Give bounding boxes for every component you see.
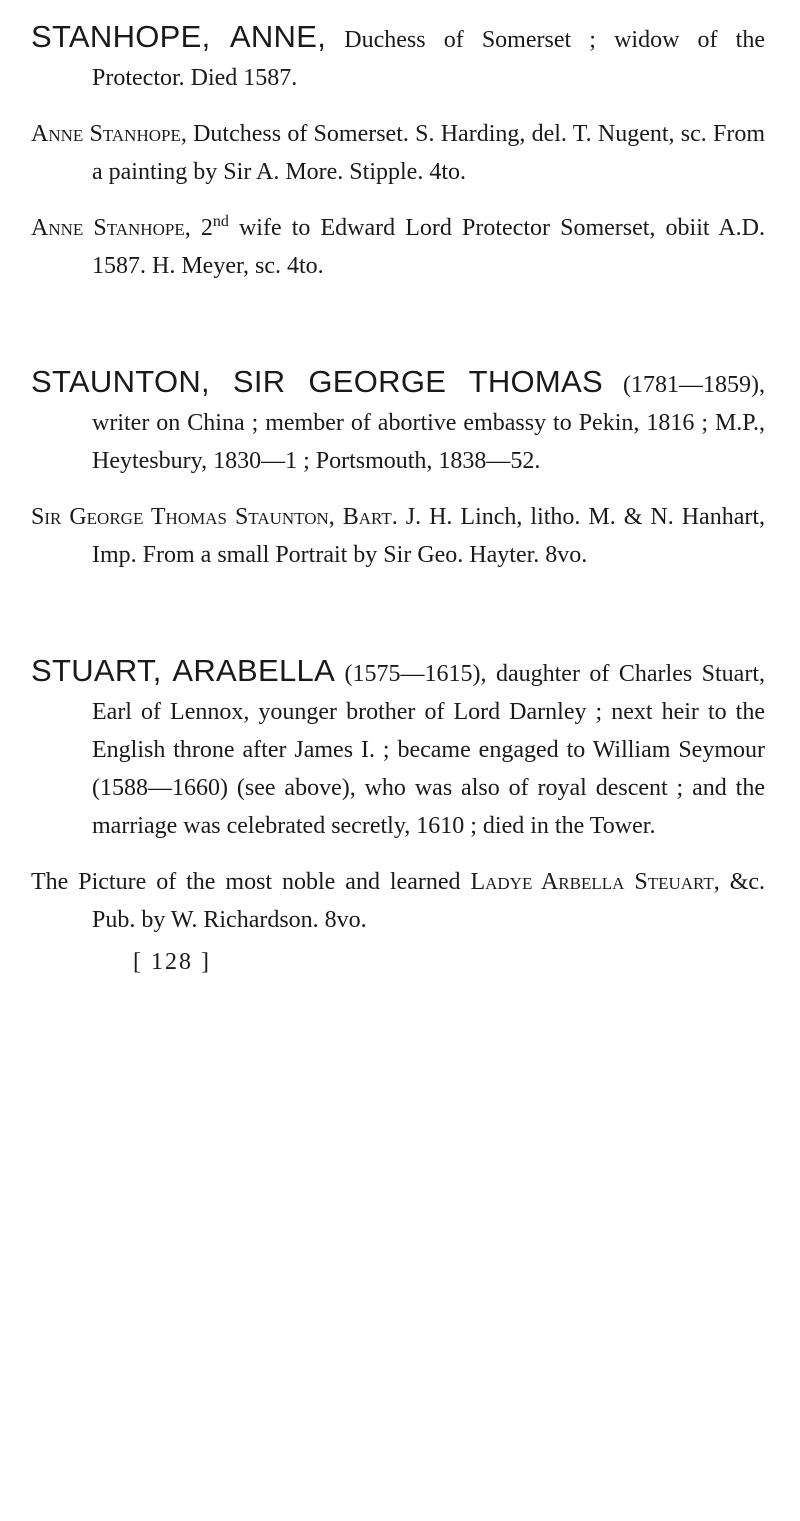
catalogue-page xyxy=(31,18,765,977)
portrait-lead: The Picture of the most noble and learned xyxy=(31,869,461,895)
entry-name: STANHOPE, ANNE, xyxy=(31,19,327,54)
page-number: [ 128 ] xyxy=(133,949,211,975)
portrait-listing xyxy=(31,209,765,285)
portrait-listing xyxy=(31,115,765,191)
ordinal-suffix: nd xyxy=(212,213,229,230)
entry-heading xyxy=(31,18,765,97)
entry-name: STAUNTON, SIR GEORGE THOMAS xyxy=(31,364,604,399)
entry-heading xyxy=(31,652,765,845)
portrait-sitter: Anne Stanhope, xyxy=(31,121,187,147)
portrait-details: J. H. Linch, litho. M. & N. Hanhart, Imp. From a small Portrait by Sir Geo. Hayter. 8vo. xyxy=(92,504,766,568)
entry-name: STUART, ARABELLA xyxy=(31,653,336,688)
portrait-details: &c. Pub. by W. Richardson. 8vo. xyxy=(92,869,766,933)
portrait-details: wife to Edward Lord Protector Somerset, obiit A.D. 1587. H. Meyer, sc. 4to. xyxy=(92,215,766,279)
entry-stanhope xyxy=(31,18,765,285)
ordinal-number: 2 xyxy=(200,215,213,241)
entry-description: (1781—1859), writer on China ; member of abortive embassy to Pekin, 1816 ; M.P., Heytesbury, 1830—1 ; Portsmouth, 1838—52. xyxy=(92,372,766,474)
portrait-details: Dutchess of Somerset. S. Harding, del. T. Nugent, sc. From a painting by Sir A. More. Stipple. 4to. xyxy=(92,121,765,185)
entry-stuart xyxy=(31,652,765,939)
entry-heading xyxy=(31,363,765,480)
entry-description: (1575—1615), daughter of Charles Stuart, Earl of Lennox, younger brother of Lord Darnley ; next heir to the English throne after James I. ; became engaged to William Seymour (1588—1660) (see above), who was also of royal descent ; and the marriage was celebrated secretly, 1610 ; died in the Tower. xyxy=(92,661,765,839)
entry-staunton xyxy=(31,363,765,574)
portrait-sitter: Sir George Thomas Staunton, Bart. xyxy=(31,504,398,530)
entry-description: Duchess of Somerset ; widow of the Protector. Died 1587. xyxy=(92,27,765,91)
portrait-sitter: Ladye Arbella Steuart, xyxy=(470,869,720,895)
portrait-sitter: Anne Stanhope, xyxy=(31,215,191,241)
portrait-listing xyxy=(31,863,765,939)
portrait-listing xyxy=(31,498,765,574)
